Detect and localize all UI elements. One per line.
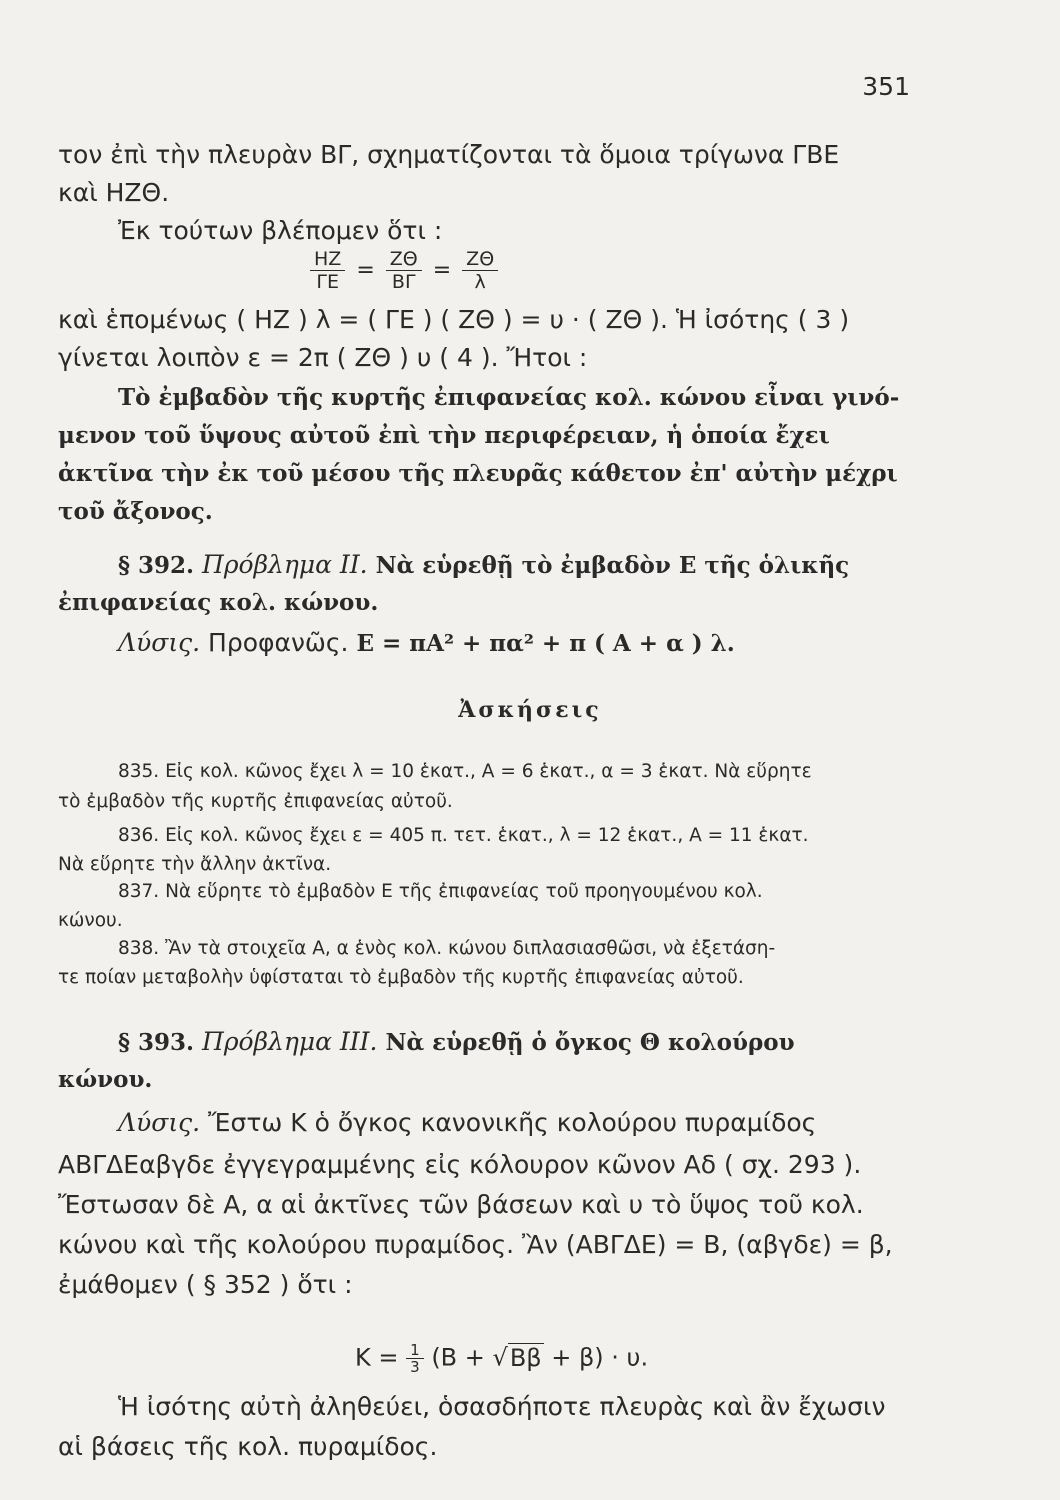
volume-formula [355, 1342, 648, 1375]
section-label: Πρόβλημα ΙΙ. [202, 550, 368, 579]
section-number: § 393. [118, 1029, 195, 1056]
fraction [462, 248, 498, 293]
equals-sign: = [356, 258, 375, 283]
fraction-numerator: 1 [406, 1342, 424, 1359]
exercise-line: 836. Εἰς κολ. κῶνος ἔχει ε = 405 π. τετ. ἑκατ., λ = 12 ἑκατ., Α = 11 ἑκατ. [118, 825, 809, 846]
fraction-numerator: ΗΖ [310, 248, 345, 271]
sqrt-sign: √ [492, 1343, 508, 1372]
solution-text: Προφανῶς. [208, 628, 349, 657]
exercise-line: τε ποίαν μεταβολὴν ὑφίσταται τὸ ἐμβαδὸν τῆς κυρτῆς ἐπιφανείας αὐτοῦ. [58, 967, 744, 988]
section-title-cont: κώνου. [58, 1066, 153, 1093]
fraction-denominator: λ [474, 271, 486, 293]
fraction [310, 248, 345, 293]
section-title: Νὰ εὑρεθῇ ὁ ὄγκος Θ κολούρου [385, 1029, 795, 1056]
fraction [386, 248, 422, 293]
fraction-denominator: ΒΓ [391, 271, 416, 293]
text-line: Ἔστωσαν δὲ Α, α αἱ ἀκτῖνες τῶν βάσεων καὶ υ τὸ ὕψος τοῦ κολ. [58, 1190, 864, 1219]
text-line: ἐμάθομεν ( § 352 ) ὅτι : [58, 1270, 353, 1299]
theorem-line: ἀκτῖνα τὴν ἐκ τοῦ μέσου τῆς πλευρᾶς κάθετον ἐπ' αὐτὴν μέχρι [58, 460, 898, 487]
ratio-equation [310, 248, 498, 293]
solution-393 [118, 1108, 816, 1138]
text-line: γίνεται λοιπὸν ε = 2π ( ΖΘ ) υ ( 4 ). Ἤτοι : [58, 343, 588, 372]
fraction-numerator: ΖΘ [462, 248, 498, 271]
section-title: Νὰ εὑρεθῇ τὸ ἐμβαδὸν Ε τῆς ὁλικῆς [375, 552, 850, 579]
exercises-heading: Ἀσκήσεις [458, 697, 602, 723]
radicand: Ββ [509, 1343, 542, 1372]
theorem-line: τοῦ ἄξονος. [58, 498, 213, 525]
text-line: Ἐκ τούτων βλέπομεν ὅτι : [118, 216, 443, 245]
exercise-line: κώνου. [58, 910, 123, 931]
solution-label: Λύσις. [118, 1108, 201, 1137]
solution-label: Λύσις. [118, 628, 201, 657]
equals-sign: = [432, 258, 452, 283]
exercise-line: 838. Ἂν τὰ στοιχεῖα Α, α ἑνὸς κολ. κώνου διπλασιασθῶσι, νὰ ἐξετάση- [118, 938, 776, 959]
section-number: § 392. [118, 552, 195, 579]
formula-part: + β) · υ. [551, 1343, 649, 1372]
section-393-heading [118, 1027, 795, 1058]
fraction-one-third [406, 1342, 424, 1375]
section-392-heading [118, 550, 849, 581]
text-line: Ἡ ἰσότης αὐτὴ ἀληθεύει, ὁσασδήποτε πλευρὰς καὶ ἂν ἔχωσιν [118, 1392, 886, 1421]
exercise-line: Νὰ εὕρητε τὴν ἄλλην ἀκτῖνα. [58, 854, 332, 875]
solution-text: Ἔστω Κ ὁ ὄγκος κανονικῆς κολούρου πυραμίδος [208, 1108, 817, 1137]
exercise-line: 835. Εἰς κολ. κῶνος ἔχει λ = 10 ἑκατ., Α = 6 ἑκατ., α = 3 ἑκατ. Νὰ εὕρητε [118, 761, 812, 782]
fraction-numerator: ΖΘ [386, 248, 422, 271]
theorem-line: μενον τοῦ ὕψους αὐτοῦ ἐπὶ τὴν περιφέρειαν, ἡ ὁποία ἔχει [58, 422, 830, 449]
exercise-line: τὸ ἐμβαδὸν τῆς κυρτῆς ἐπιφανείας αὐτοῦ. [58, 791, 453, 812]
formula-lhs: Κ = [355, 1343, 399, 1372]
section-label: Πρόβλημα ΙΙΙ. [202, 1027, 378, 1056]
text-line: καὶ ΗΖΘ. [58, 178, 170, 207]
text-line: αἱ βάσεις τῆς κολ. πυραμίδος. [58, 1432, 438, 1461]
fraction-denominator: 3 [410, 1358, 420, 1376]
text-line: καὶ ἑπομένως ( ΗΖ ) λ = ( ΓΕ ) ( ΖΘ ) = υ · ( ΖΘ ). Ἡ ἰσότης ( 3 ) [58, 305, 850, 334]
surface-formula: Ε = πΑ² + πα² + π ( Α + α ) λ. [356, 630, 735, 657]
text-line: ΑΒΓΔΕαβγδε ἐγγεγραμμένης εἰς κόλουρον κῶνον Αδ ( σχ. 293 ). [58, 1150, 862, 1179]
solution-392 [118, 628, 735, 659]
section-title-cont: ἐπιφανείας κολ. κώνου. [58, 589, 379, 616]
page-number: 351 [862, 72, 910, 101]
theorem-line: Τὸ ἐμβαδὸν τῆς κυρτῆς ἐπιφανείας κολ. κώνου εἶναι γινό- [118, 384, 900, 411]
text-line: τον ἐπὶ τὴν πλευρὰν ΒΓ, σχηματίζονται τὰ ὅμοια τρίγωνα ΓΒΕ [58, 140, 840, 169]
fraction-denominator: ΓΕ [316, 271, 339, 293]
exercise-line: 837. Νὰ εὕρητε τὸ ἐμβαδὸν Ε τῆς ἐπιφανείας τοῦ προηγουμένου κολ. [118, 881, 763, 902]
formula-part: (Β + [431, 1343, 485, 1372]
text-line: κώνου καὶ τῆς κολούρου πυραμίδος. Ἂν (ΑΒΓΔΕ) = Β, (αβγδε) = β, [58, 1230, 893, 1259]
